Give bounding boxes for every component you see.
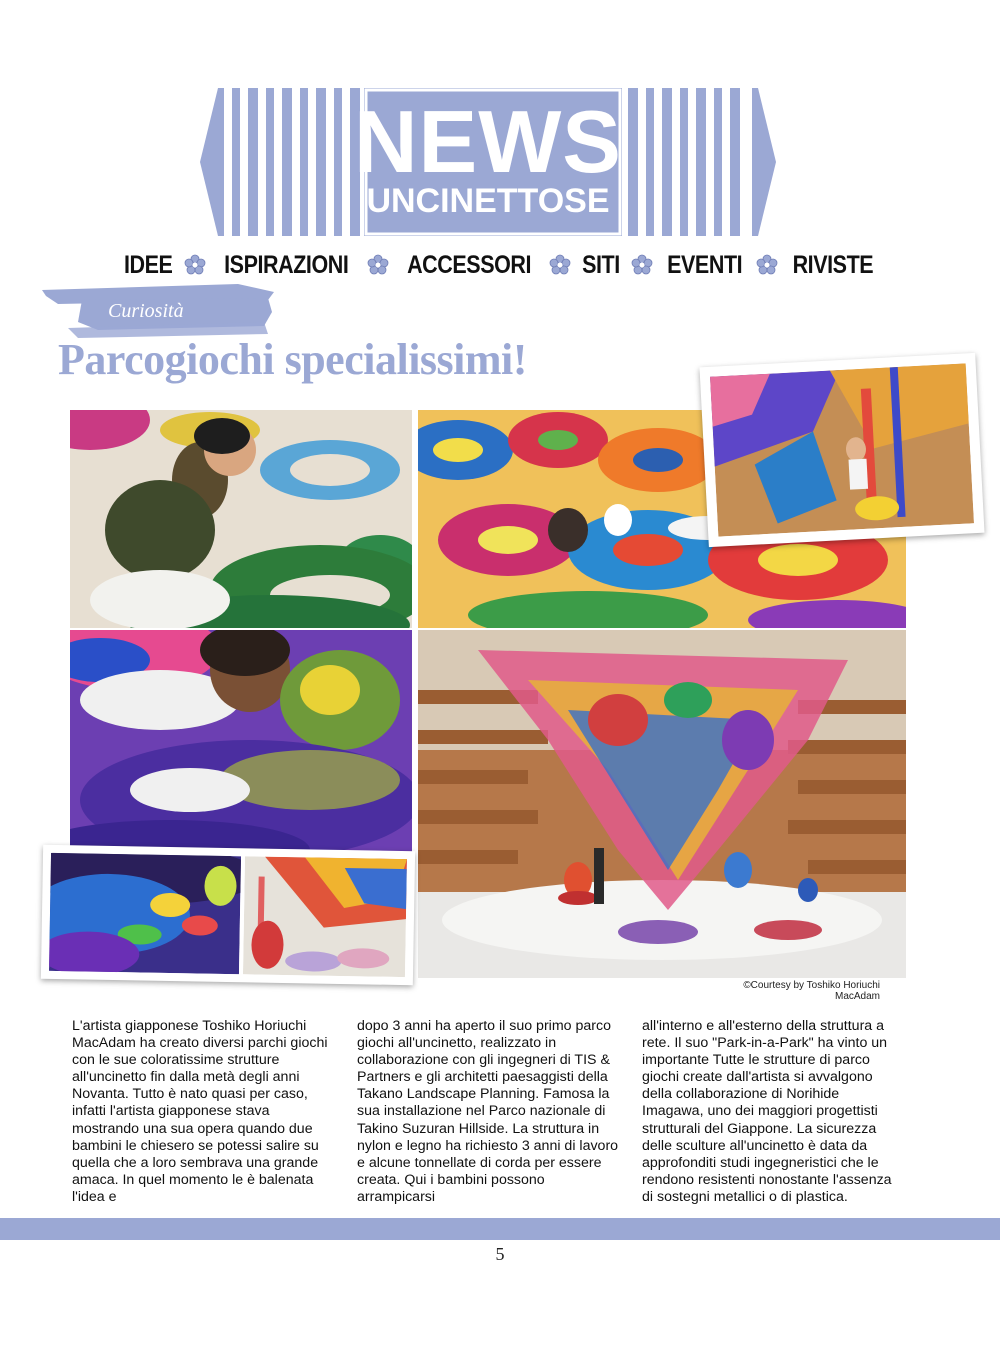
photo-small-tunnel [49, 853, 241, 974]
category-accessori: ACCESSORI [407, 250, 531, 279]
category-ispirazioni: ISPIRAZIONI [224, 250, 349, 279]
article-column-1: L'artista giapponese Toshiko Horiuchi MacAdam ha creato diversi parchi giochi con le sue coloratissime strutture all'uncinetto fin dalla metà degli anni Novanta. Tutto è nato quasi per caso, infatti l'artista giapponese stava mostrando una sua opera quando due bambini le chiesero se potessi salire su quella che a loro sembrava una grande amaca. In quel momento le è balenata l'idea e [72, 1018, 328, 1205]
flower-icon [549, 254, 571, 276]
page-number: 5 [495, 1244, 505, 1264]
category-eventi: EVENTI [667, 250, 743, 279]
footer-bar [0, 1218, 1000, 1240]
masthead-title: NEWS [354, 92, 622, 191]
flower-icon [631, 254, 653, 276]
masthead-subtitle: UNCINETTOSE [366, 182, 610, 220]
category-siti: SITI [582, 250, 620, 279]
photo-girl-hanging [699, 353, 984, 547]
photo-artist-crocheting [70, 410, 412, 628]
article-column-2: dopo 3 anni ha aperto il suo primo parco giochi all'uncinetto, realizzato in collaborazione con gli ingegneri di TIS & Partners e gli architetti paesaggisti della Takano Landscape Planning. Famosa la sua installazione nel Parco nazionale di Takino Suzuran Hillside. La struttura in nylon e legno ha richiesto 3 anni di lavoro e alcune tonnellate di corda per essere creata. Qui i bambini possono arrampicarsi [357, 1018, 619, 1205]
photo-large-installation [418, 630, 906, 978]
headline: Parcogiochi specialissimi! [58, 335, 527, 384]
category-riviste: RIVISTE [792, 250, 874, 279]
category-idee: IDEE [123, 250, 173, 279]
photo-small-pair-frame [41, 845, 415, 985]
masthead-logo [200, 88, 776, 236]
flower-icon [367, 254, 389, 276]
article-column-3: all'interno e all'esterno della struttura a rete. Il suo "Park-in-a-Park" ha vinto un importante Tutte le strutture di parco giochi create dall'artista si avvalgono della collaborazione di Norihide Imagawa, uno dei maggiori progettisti strutturali del Giappone. La sicurezza delle sculture all'uncinetto è data da approfonditi studi ingegneristici che le rendono resistenti nonostante l'assenza di sostegni metallici o di plastica. [642, 1018, 892, 1205]
flower-icon [184, 254, 206, 276]
photo-boy-in-net [70, 630, 412, 852]
photo-small-pods [243, 856, 407, 977]
flower-icon [756, 254, 778, 276]
category-bar [0, 248, 1000, 282]
photo-credit: ©Courtesy by Toshiko Horiuchi MacAdam [743, 980, 880, 1002]
section-label: Curiosità [108, 300, 184, 322]
